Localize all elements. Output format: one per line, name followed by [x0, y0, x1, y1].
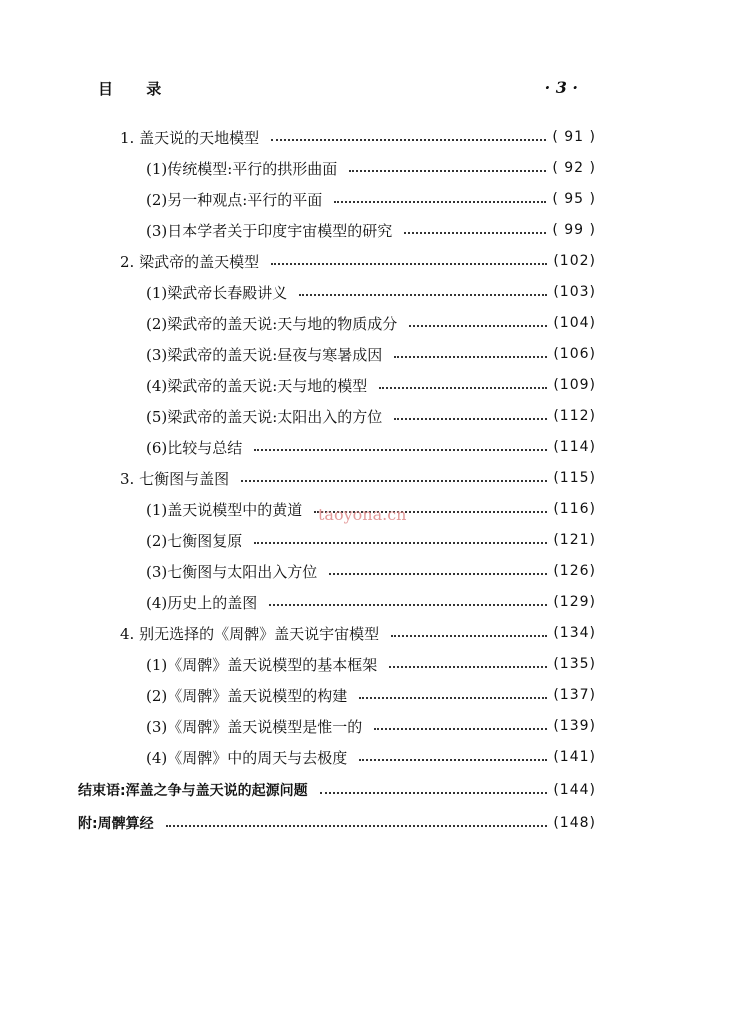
toc-entry-page: ( 95 ) [552, 191, 596, 207]
toc-entry-label: 结束语:浑盖之争与盖天说的起源问题 [78, 783, 308, 799]
toc-entry-appendix [78, 810, 596, 836]
toc-entry-label: (1)梁武帝长春殿讲义 [146, 283, 288, 302]
toc-entry [146, 186, 596, 212]
toc-entry-label: (3)梁武帝的盖天说:昼夜与寒暑成因 [146, 345, 383, 364]
toc-entry-label: (1)《周髀》盖天说模型的基本框架 [146, 655, 378, 674]
page-header [98, 78, 578, 102]
toc-entry-section-1 [120, 124, 596, 150]
toc-entry-page: (112) [553, 408, 596, 424]
toc-entry-page: (106) [553, 346, 596, 362]
toc-entry-page: (103) [553, 284, 596, 300]
toc-entry [146, 496, 596, 522]
toc-entry-page: (144) [553, 782, 596, 798]
toc-entry-label: (1)盖天说模型中的黄道 [146, 500, 303, 519]
toc-entry-page: (121) [553, 532, 596, 548]
dot-leader [359, 697, 547, 699]
toc-entry-label: 3. 七衡图与盖图 [120, 469, 230, 488]
toc-entry-label: (4)《周髀》中的周天与去极度 [146, 748, 348, 767]
dot-leader [374, 728, 547, 730]
toc-entry-label: 4. 别无选择的《周髀》盖天说宇宙模型 [120, 624, 380, 643]
dot-leader [404, 232, 546, 234]
toc-entry [146, 217, 596, 243]
toc-entry-label: (2)七衡图复原 [146, 531, 243, 550]
dot-leader [394, 356, 547, 358]
dot-leader [254, 542, 547, 544]
toc-entry-label: 1. 盖天说的天地模型 [120, 128, 260, 147]
dot-leader [254, 449, 547, 451]
dot-leader [314, 511, 547, 513]
toc-entry-page: (134) [553, 625, 596, 641]
toc-entry-label: 附:周髀算经 [78, 816, 154, 832]
dot-leader [334, 201, 546, 203]
dot-leader [271, 139, 546, 141]
toc-entry-label: (4)梁武帝的盖天说:天与地的模型 [146, 376, 368, 395]
toc-entry [146, 434, 596, 460]
dot-leader [329, 573, 547, 575]
toc-entry [146, 713, 596, 739]
dot-leader [394, 418, 547, 420]
dot-leader [379, 387, 547, 389]
toc-entry-page: (116) [553, 501, 596, 517]
toc-entry-page: (148) [553, 815, 596, 831]
toc-entry-conclusion [78, 777, 596, 803]
toc-entry-label: 2. 梁武帝的盖天模型 [120, 252, 260, 271]
toc-entry-page: (135) [553, 656, 596, 672]
toc-entry-page: ( 92 ) [552, 160, 596, 176]
toc-entry-label: (4)历史上的盖图 [146, 593, 258, 612]
toc-entry-label: (2)另一种观点:平行的平面 [146, 190, 323, 209]
toc-entry-page: (129) [553, 594, 596, 610]
toc-entry-page: (104) [553, 315, 596, 331]
watermark-text: taoyona.cn [318, 505, 407, 524]
toc-entry [146, 682, 596, 708]
page-number: · 3 · [544, 78, 578, 97]
toc-entry [146, 527, 596, 553]
dot-leader [349, 170, 546, 172]
dot-leader [299, 294, 547, 296]
toc-entry [146, 744, 596, 770]
toc-entry-label: (3)《周髀》盖天说模型是惟一的 [146, 717, 363, 736]
toc-entry-label: (6)比较与总结 [146, 438, 243, 457]
toc-entry-section-2 [120, 248, 596, 274]
toc-entry [146, 651, 596, 677]
toc-entry [146, 372, 596, 398]
toc-entry-label: (1)传统模型:平行的拱形曲面 [146, 159, 338, 178]
toc-entry [146, 155, 596, 181]
dot-leader [241, 480, 547, 482]
toc-entry-page: (139) [553, 718, 596, 734]
toc-entry-section-3 [120, 465, 596, 491]
toc-entry [146, 310, 596, 336]
toc-entry-page: (102) [553, 253, 596, 269]
dot-leader [320, 792, 548, 794]
toc-entry-label: (3)日本学者关于印度宇宙模型的研究 [146, 221, 393, 240]
dot-leader [271, 263, 547, 265]
dot-leader [166, 825, 548, 827]
toc-entry-page: (141) [553, 749, 596, 765]
toc-entry-label: (5)梁武帝的盖天说:太阳出入的方位 [146, 407, 383, 426]
toc-entry-label: (2)梁武帝的盖天说:天与地的物质成分 [146, 314, 398, 333]
toc-entry-page: (137) [553, 687, 596, 703]
toc-entry [146, 341, 596, 367]
toc-entry-page: (126) [553, 563, 596, 579]
toc-entry [146, 403, 596, 429]
toc-entry-section-4 [120, 620, 596, 646]
header-title: 目 录 [98, 80, 176, 98]
toc-entry [146, 589, 596, 615]
toc-entry-label: (3)七衡图与太阳出入方位 [146, 562, 318, 581]
toc-entry-page: (115) [553, 470, 596, 486]
dot-leader [389, 666, 547, 668]
toc-entry-page: (109) [553, 377, 596, 393]
toc-entry [146, 558, 596, 584]
dot-leader [269, 604, 547, 606]
toc-entry-page: ( 91 ) [552, 129, 596, 145]
toc-entry-label: (2)《周髀》盖天说模型的构建 [146, 686, 348, 705]
dot-leader [359, 759, 547, 761]
toc-entry-page: (114) [553, 439, 596, 455]
dot-leader [409, 325, 547, 327]
dot-leader [391, 635, 547, 637]
toc-entry-page: ( 99 ) [552, 222, 596, 238]
toc-entry [146, 279, 596, 305]
